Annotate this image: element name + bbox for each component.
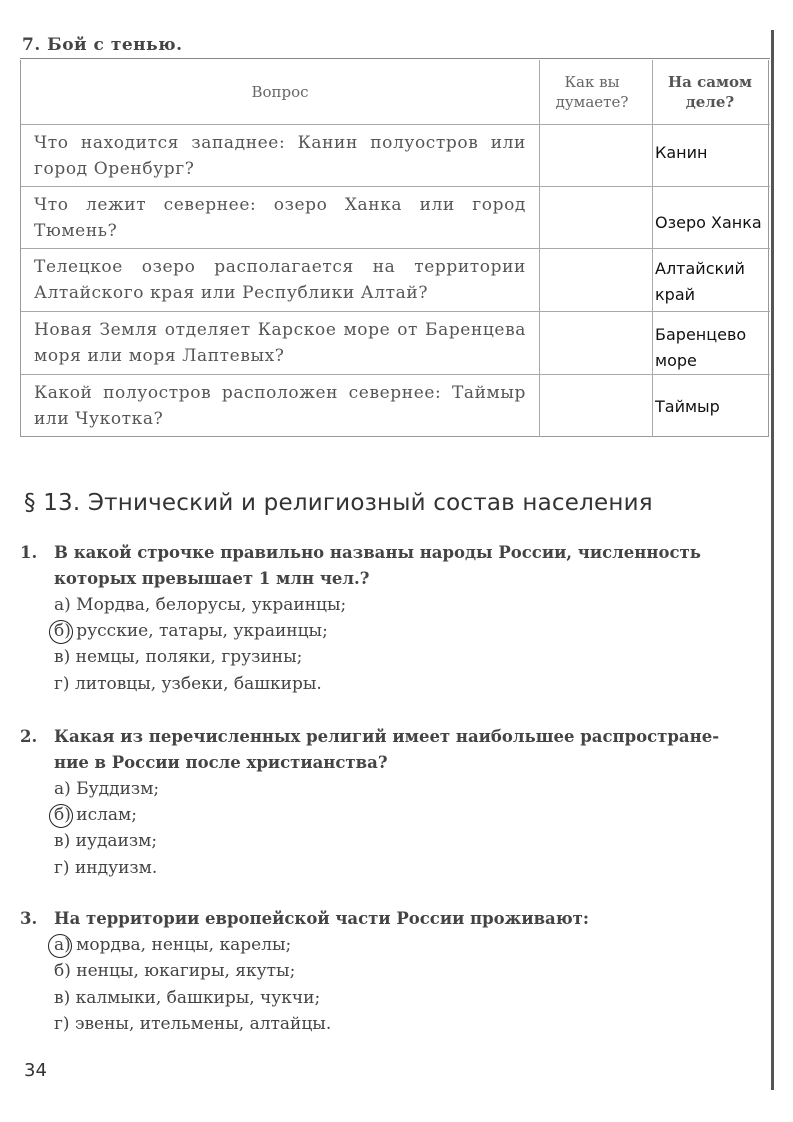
- table-row-answer: Таймыр: [655, 397, 720, 416]
- row-divider: [21, 248, 770, 249]
- row-divider: [21, 124, 770, 125]
- question-text: которых превышает 1 млн чел.?: [54, 569, 370, 588]
- task-title: 7. Бой с тенью.: [22, 35, 183, 55]
- question-2: [20, 724, 790, 776]
- table-row-question: Телецкое озеро располагается на территории Алтайского края или Республики Алтай?: [34, 257, 526, 303]
- question-number: 2.: [20, 727, 38, 746]
- selected-answer-circle: [48, 934, 72, 958]
- question-text: В какой строчке правильно названы народы России, численность: [54, 543, 701, 562]
- table-row-answer: Алтайский край: [655, 259, 745, 304]
- question-number: 1.: [20, 543, 38, 562]
- header-guess: Как вы думаете?: [555, 73, 629, 111]
- question-1: [20, 540, 790, 592]
- table-row-question: Что лежит севернее: озеро Ханка или город Тюмень?: [34, 195, 526, 241]
- selected-answer-circle: [49, 620, 73, 644]
- option: г) эвены, ительмены, алтайцы.: [54, 1014, 332, 1034]
- option: а) Буддизм;: [54, 779, 160, 799]
- table-row-question: Новая Земля отделяет Карское море от Баренцева моря или моря Лаптевых?: [34, 320, 526, 366]
- question-number: 3.: [20, 909, 38, 928]
- option: в) немцы, поляки, грузины;: [54, 647, 303, 667]
- option: а) Мордва, белорусы, украинцы;: [54, 595, 347, 615]
- table-row-answer: Озеро Ханка: [655, 213, 762, 232]
- option: б) ненцы, юкагиры, якуты;: [54, 961, 296, 981]
- divider: [20, 58, 770, 59]
- selected-answer-circle: [49, 804, 73, 828]
- table-row-question: Какой полуостров расположен севернее: Таймыр или Чукотка?: [34, 383, 526, 429]
- question-text: ние в России после христианства?: [54, 753, 388, 772]
- option-selected: б) ислам;: [54, 805, 138, 825]
- option: в) калмыки, башкиры, чукчи;: [54, 988, 321, 1008]
- option: г) литовцы, узбеки, башкиры.: [54, 674, 322, 694]
- question-text: Какая из перечисленных религий имеет наибольшее распростране-: [54, 727, 720, 746]
- page-number: 34: [24, 1060, 47, 1081]
- row-divider: [21, 186, 770, 187]
- header-actual: На самом деле?: [667, 73, 753, 111]
- option: г) индуизм.: [54, 858, 158, 878]
- option-selected: б) русские, татары, украинцы;: [54, 621, 328, 641]
- table-row-answer: Канин: [655, 143, 708, 162]
- question-3: [20, 906, 790, 932]
- section-title: § 13. Этнический и религиозный состав населения: [24, 490, 653, 516]
- row-divider: [21, 311, 770, 312]
- table-row-question: Что находится западнее: Канин полуостров или город Оренбург?: [34, 133, 526, 179]
- table-row-answer: Баренцево море: [655, 325, 747, 370]
- option: в) иудаизм;: [54, 831, 158, 851]
- question-text: На территории европейской части России проживают:: [54, 909, 589, 928]
- option-selected: а) мордва, ненцы, карелы;: [54, 935, 292, 955]
- header-question: Вопрос: [251, 83, 309, 101]
- row-divider: [21, 374, 770, 375]
